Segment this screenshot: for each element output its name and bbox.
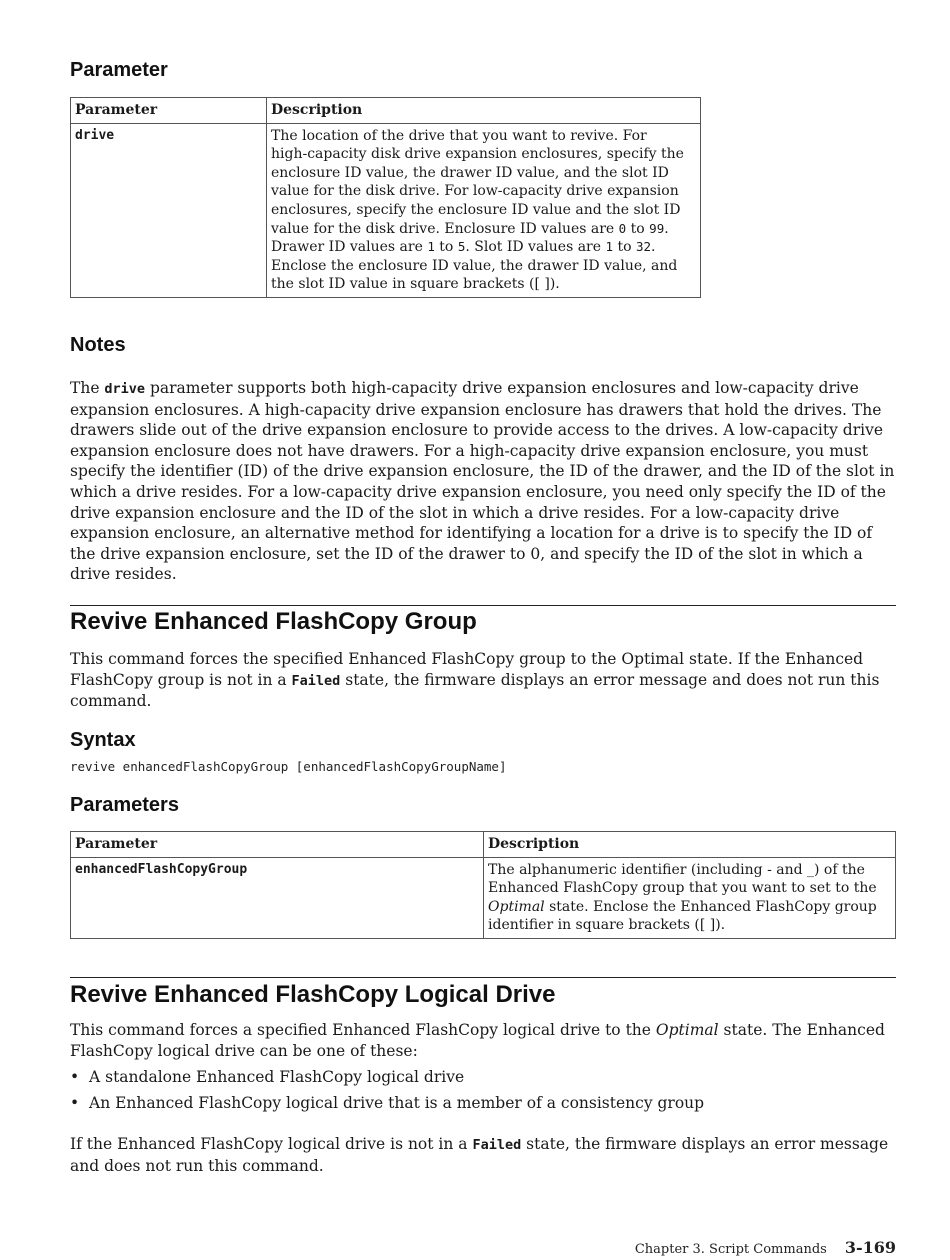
section-divider (70, 605, 896, 606)
table-row (71, 857, 896, 938)
chapter-label: Chapter 3. Script Commands (634, 1242, 827, 1257)
intro-text: This command forces the specified Enhanced FlashCopy group to the Optimal state. If the Enhanced FlashCopy group is not in a (70, 650, 864, 689)
notes-text: The (70, 379, 105, 397)
desc-line: enclosures, specify the enclosure ID value and the slot ID (271, 201, 681, 218)
notes-paragraph (70, 378, 896, 585)
notes-heading: Notes (70, 334, 126, 356)
desc-text: to (613, 239, 636, 256)
column-header-description: Description (484, 832, 896, 858)
desc-text: Drawer ID values are (271, 239, 428, 256)
slot-id-max: 32 (635, 239, 652, 255)
desc-line: enclosure ID value, the drawer ID value, and the slot ID (271, 164, 669, 181)
revive-logical-drive-closing (70, 1134, 896, 1176)
section-title-revive-logical-drive: Revive Enhanced FlashCopy Logical Drive (70, 981, 556, 1008)
drawer-id-min: 1 (427, 239, 435, 255)
closing-text: If the Enhanced FlashCopy logical drive is not in a (70, 1135, 473, 1153)
enclosure-id-max: 99 (649, 220, 665, 236)
revive-logical-drive-intro (70, 1020, 896, 1061)
desc-line: value for the disk drive. Enclosure ID values are (271, 220, 619, 237)
syntax-heading: Syntax (70, 729, 136, 751)
desc-text: . Slot ID values are (465, 239, 606, 256)
section-title-revive-group: Revive Enhanced FlashCopy Group (70, 608, 477, 635)
drawer-id-max: 5 (457, 239, 466, 255)
table-header-row (71, 98, 701, 124)
desc-text: state. Enclose the Enhanced FlashCopy group identifier in square brackets ([ ]). (488, 898, 877, 934)
notes-text: parameter supports both high-capacity drive expansion enclosures and low-capacity drive expansion enclosures. A high-capacity drive expansion enclosure has drawers that hold the drives. The drawers slide out of the drive expansion enclosure to provide access to the drives. A low-capacity drive expansion enclosure does not have drawers. For a high-capacity drive expansion enclosure, you must specify the identifier (ID) of the drive expansion enclosure, the ID of the drawer, and the ID of the slot in which a drive resides. For a low-capacity drive expansion enclosure, you need only specify the ID of the drive expansion enclosure and the ID of the slot in which a drive resides. For a low-capacity drive expansion enclosure, an alternative method for identifying a location for a drive is to specify the ID of the drive expansion enclosure, set the ID of the drawer to 0, and specify the ID of the slot in which a drive resides. (70, 379, 895, 584)
column-header-parameter: Parameter (71, 98, 267, 124)
param-description-enhanced-flashcopy-group (484, 857, 896, 938)
column-header-description: Description (267, 98, 701, 124)
intro-text: state. The Enhanced FlashCopy logical drive can be one of these: (70, 1021, 885, 1060)
desc-line: Enclose the enclosure ID value, the drawer ID value, and (271, 257, 678, 274)
list-item: • An Enhanced FlashCopy logical drive that is a member of a consistency group (70, 1093, 704, 1119)
failed-code: Failed (291, 672, 341, 689)
section-divider (70, 977, 896, 978)
failed-code: Failed (472, 1137, 522, 1153)
desc-line: high-capacity disk drive expansion enclosures, specify the (271, 146, 684, 163)
notes-code-drive: drive (104, 381, 146, 397)
drive-parameter-table (70, 97, 701, 298)
desc-line: The location of the drive that you want to revive. For (271, 127, 647, 144)
list-item: • A standalone Enhanced FlashCopy logical drive (70, 1067, 704, 1093)
param-name-drive: drive (71, 123, 267, 297)
page-number: 3-169 (844, 1238, 896, 1257)
intro-text: state, the firmware displays an error message and does not run this command. (70, 670, 880, 711)
logical-drive-type-list (70, 1067, 704, 1119)
desc-text: . (664, 220, 669, 237)
slot-id-min: 1 (605, 239, 614, 255)
syntax-code: revive enhancedFlashCopyGroup [enhancedFlashCopyGroupName] (70, 759, 507, 774)
table-header-row (71, 832, 896, 858)
column-header-parameter: Parameter (71, 832, 484, 858)
desc-text: to (626, 220, 650, 237)
parameter-heading: Parameter (70, 59, 168, 81)
intro-emphasis: Optimal (655, 1021, 719, 1039)
desc-text: . (651, 239, 656, 256)
desc-emphasis: Optimal (488, 898, 545, 915)
intro-text: This command forces a specified Enhanced FlashCopy logical drive to the (70, 1021, 656, 1039)
page-footer (635, 1238, 896, 1257)
desc-text: The alphanumeric identifier (including - and _) of the Enhanced FlashCopy group that you want to set to the (488, 861, 877, 897)
closing-text: state, the firmware displays an error message and does not run this command. (70, 1135, 889, 1175)
desc-text: to (434, 239, 458, 256)
revive-group-intro (70, 649, 896, 712)
document-page (70, 0, 896, 1260)
enclosure-id-min: 0 (618, 220, 627, 236)
table-row (71, 123, 701, 297)
desc-line: value for the disk drive. For low-capacity drive expansion (271, 183, 679, 200)
desc-line: the slot ID value in square brackets ([ ]). (271, 276, 560, 293)
param-description-drive (267, 123, 701, 297)
group-parameter-table (70, 831, 896, 939)
param-name-enhanced-flashcopy-group: enhancedFlashCopyGroup (71, 857, 484, 938)
parameters-heading: Parameters (70, 794, 179, 816)
